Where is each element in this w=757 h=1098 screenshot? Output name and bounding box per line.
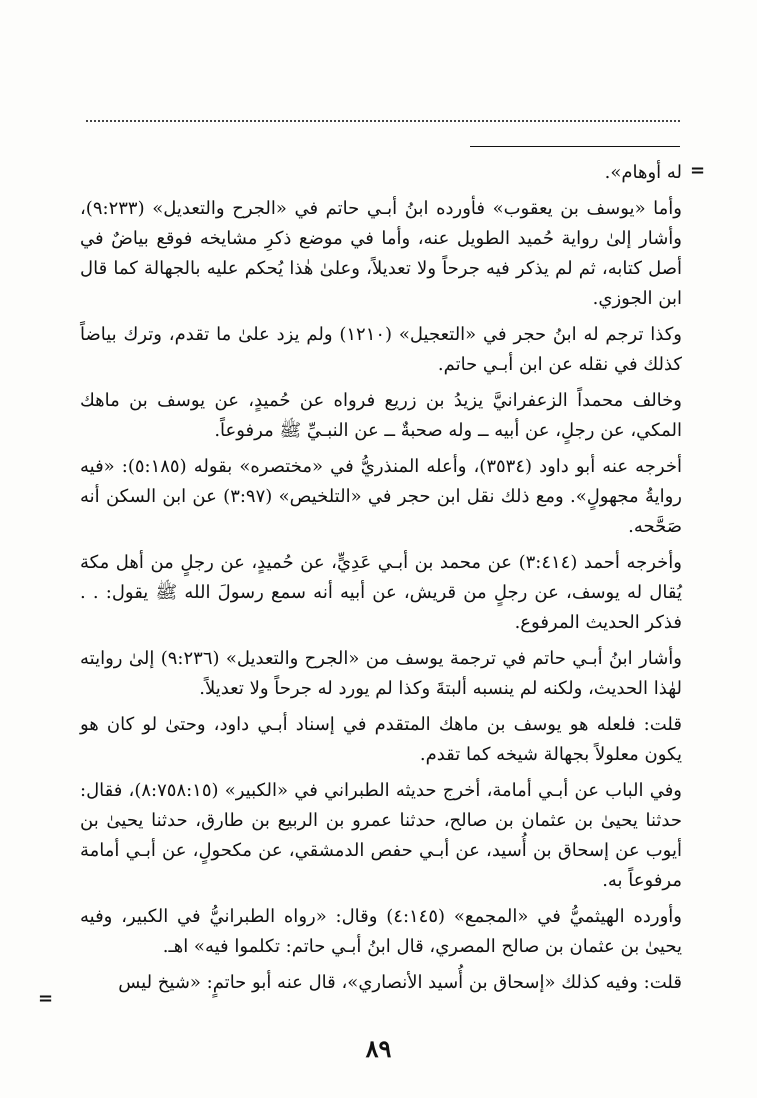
continuation-mark-top: =: [690, 160, 706, 181]
footnote-text: [80, 158, 682, 1004]
continuation-mark-bottom: =: [38, 988, 54, 1009]
paragraph-3: وكذا ترجم له ابنُ حجر في «التعجيل» (١٢١٠) ولم يزد علىٰ ما تقدم، وترك بياضاً كذلك في نقله عن ابن أبـي حاتم.: [80, 324, 682, 375]
paragraph-1: له أوهام».: [604, 162, 682, 183]
paragraph-8: قلت: فلعله هو يوسف بن ماهك المتقدم في إسناد أبـي داود، وحتىٰ لو كان هو يكون معلولاً بجهالة شيخه كما تقدم.: [80, 714, 682, 765]
paragraph-11: قلت: وفيه كذلك «إسحاق بن أُسيد الأنصاري»، قال عنه أبو حاتمٍ: «شيخ ليس: [118, 972, 682, 993]
paragraph-7: وأشار ابنُ أبـي حاتم في ترجمة يوسف من «الجرح والتعديل» (٩:٢٣٦) إلىٰ روايته لهٰذا الحديث، ولكنه لم ينسبه ألبتةَ وكذا لم يورد له جرحاً ولا تعديلاً.: [80, 648, 682, 699]
paragraph-9: وفي الباب عن أبـي أمامة، أخرج حديثه الطبراني في «الكبير» (٨:٧٥٨:١٥)، فقال: حدثنا يحيىٰ بن عثمان بن صالح، حدثنا عمرو بن الربيع بن طارق، حدثنا يحيىٰ بن أيوب عن إسحاق بن أُسيد، عن أبـي حفص الدمشقي، عن مكحولٍ، عن أبـي أمامة مرفوعاً به.: [80, 780, 683, 891]
page-number: ٨٩: [365, 1034, 392, 1063]
footnote-rule: [470, 146, 680, 147]
paragraph-4: وخالف محمداً الزعفرانيَّ يزيدُ بن زريع فرواه عن حُميدٍ، عن يوسف بن ماهك المكي، عن رجلٍ، عن أبيه ــ وله صحبةٌ ــ عن النبـيِّ ﷺ مرفوعاً.: [80, 390, 682, 441]
paragraph-10: وأورده الهيثميُّ في «المجمع» (٤:١٤٥) وقال: «رواه الطبرانيُّ في الكبير، وفيه يحيىٰ بن عثمان بن صالح المصري، قال ابنُ أبـي حاتم: تكلموا فيه» اهـ.: [80, 906, 682, 957]
dotted-separator: [86, 120, 680, 122]
paragraph-6: وأخرجه أحمد (٣:٤١٤) عن محمد بن أبـي عَدِيٍّ، عن حُميدٍ، عن رجلٍ من أهل مكة يُقال له يوسف، عن رجلٍ من قريش، عن أبيه أنه سمع رسولَ الله ﷺ يقول: . . فذكر الحديث المرفوع.: [80, 552, 682, 633]
paragraph-2: وأما «يوسف بن يعقوب» فأورده ابنُ أبـي حاتم في «الجرح والتعديل» (٩:٢٣٣)، وأشار إلىٰ رواية حُميد الطويل عنه، وأما في موضع ذكرِ مشايخه فوقع بياضٌ في أصل كتابه، ثم لم يذكر فيه جرحاً ولا تعديلاً، وعلىٰ هٰذا يُحكم عليه بالجهالة كما قال ابن الجوزي.: [80, 198, 682, 309]
paragraph-5: أخرجه عنه أبو داود (٣٥٣٤)، وأعله المنذريُّ في «مختصره» بقوله (٥:١٨٥): «فيه روايةُ مجهولٍ». ومع ذلك نقل ابن حجر في «التلخيص» (٣:٩٧) عن ابن السكن أنه صَحَّحه.: [80, 456, 682, 537]
